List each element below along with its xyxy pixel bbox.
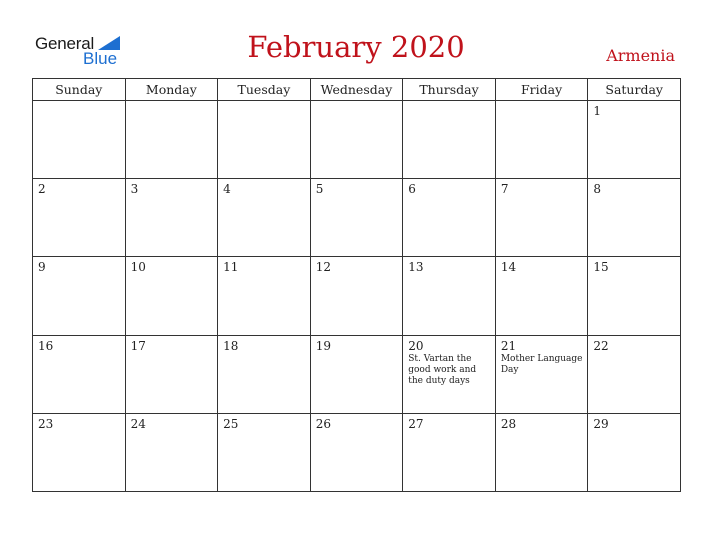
day-number: 13	[408, 260, 424, 275]
day-number: 23	[38, 416, 54, 431]
day-cell	[218, 101, 311, 179]
day-cell	[588, 179, 681, 257]
day-cell	[588, 257, 681, 335]
day-number	[218, 101, 310, 104]
day-cell	[125, 179, 218, 257]
day-cell	[310, 335, 403, 413]
day-number: 19	[315, 338, 331, 353]
week-row	[33, 335, 681, 413]
day-number: 27	[408, 416, 424, 431]
day-number	[126, 101, 218, 104]
day-number: 2	[38, 182, 46, 197]
day-cell	[33, 335, 126, 413]
day-cell	[588, 335, 681, 413]
holiday-label: St. Vartan the good work and the duty days	[408, 353, 477, 386]
week-row	[33, 257, 681, 335]
day-number: 9	[38, 260, 46, 275]
day-number: 29	[593, 416, 609, 431]
week-row	[33, 101, 681, 179]
day-number: 22	[593, 338, 609, 353]
day-cell	[33, 257, 126, 335]
weekday-header: Wednesday	[310, 79, 403, 101]
day-number: 10	[130, 260, 146, 275]
day-cell	[403, 101, 496, 179]
weekday-header: Monday	[125, 79, 218, 101]
day-cell	[125, 257, 218, 335]
holiday-label: Mother Language Day	[500, 353, 583, 375]
day-number: 14	[500, 260, 517, 275]
calendar-title: February 2020	[247, 30, 465, 64]
day-number: 12	[315, 260, 331, 275]
day-cell	[495, 413, 588, 491]
day-cell	[403, 179, 496, 257]
day-cell	[125, 413, 218, 491]
day-cell	[403, 257, 496, 335]
day-number: 25	[223, 416, 239, 431]
country-label: Armenia	[606, 46, 675, 65]
day-cell	[403, 335, 496, 413]
logo-blue-text: Blue	[83, 49, 118, 68]
day-number	[311, 101, 403, 104]
day-number: 4	[223, 182, 231, 197]
day-number: 1	[593, 104, 602, 118]
day-number	[496, 101, 588, 104]
day-cell	[218, 413, 311, 491]
day-cell	[588, 413, 681, 491]
day-cell	[495, 179, 588, 257]
weekday-header: Sunday	[33, 79, 126, 101]
day-number	[33, 101, 125, 104]
day-cell	[33, 413, 126, 491]
day-number: 18	[223, 338, 239, 353]
day-number: 3	[130, 182, 139, 197]
day-cell	[310, 179, 403, 257]
day-number: 7	[500, 182, 509, 197]
day-cell	[495, 257, 588, 335]
day-number: 20	[408, 338, 424, 353]
day-number: 15	[593, 260, 609, 275]
day-cell	[588, 101, 681, 179]
day-cell	[310, 257, 403, 335]
day-cell	[310, 101, 403, 179]
day-cell	[495, 335, 588, 413]
day-number: 5	[315, 182, 324, 197]
day-cell	[310, 413, 403, 491]
calendar-grid	[32, 78, 681, 492]
day-number: 6	[408, 182, 416, 197]
weekday-header: Saturday	[588, 79, 681, 101]
day-number: 21	[500, 338, 517, 353]
day-cell	[495, 101, 588, 179]
day-cell	[33, 179, 126, 257]
weekday-header: Friday	[495, 79, 588, 101]
day-number	[403, 101, 495, 104]
day-cell	[403, 413, 496, 491]
week-row	[33, 179, 681, 257]
logo-general-text: General	[35, 34, 95, 53]
day-cell	[218, 257, 311, 335]
weekday-header: Tuesday	[218, 79, 311, 101]
day-cell	[125, 335, 218, 413]
day-number: 28	[500, 416, 517, 431]
day-number: 26	[315, 416, 331, 431]
day-cell	[218, 179, 311, 257]
day-cell	[218, 335, 311, 413]
weekday-header: Thursday	[403, 79, 496, 101]
week-row	[33, 413, 681, 491]
day-number: 11	[223, 260, 239, 275]
day-number: 8	[593, 182, 602, 197]
weekday-header-row	[33, 79, 681, 101]
day-cell	[33, 101, 126, 179]
day-number: 16	[38, 338, 54, 353]
day-number: 24	[130, 416, 146, 431]
day-number: 17	[130, 338, 146, 353]
day-cell	[125, 101, 218, 179]
